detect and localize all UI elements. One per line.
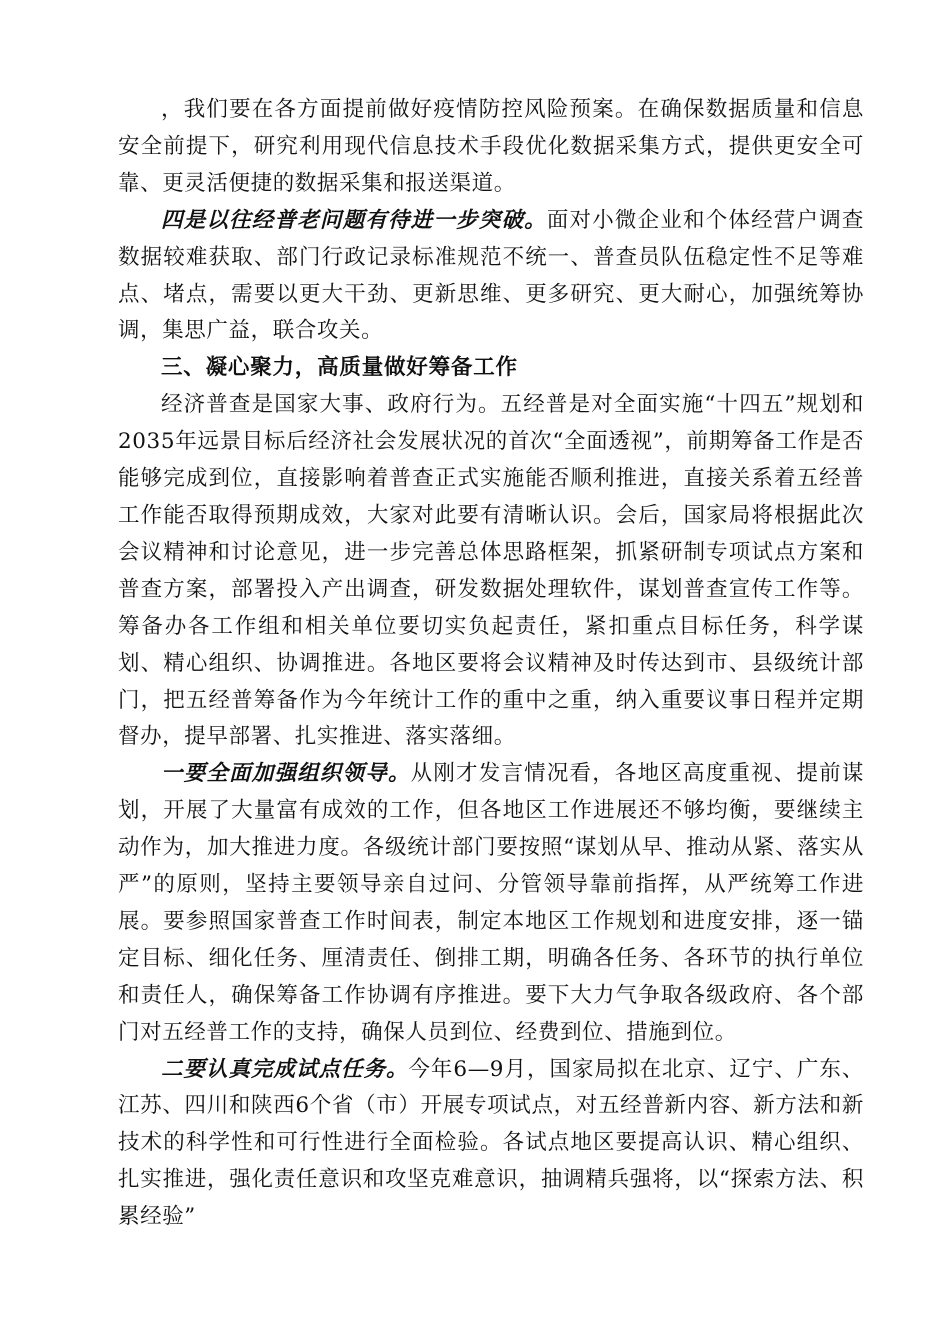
paragraph-old-problems [118, 203, 864, 351]
paragraph-organization-leadership [118, 756, 864, 1051]
paragraph-text: 从刚才发言情况看，各地区高度重视、提前谋划，开展了大量富有成效的工作，但各地区工作进展还不够均衡，要继续主动作为，加大推进力度。各级统计部门要按照“谋划从早、推动从紧、落实从严”的原则，坚持主要领导亲自过问、分管领导靠前指挥，从严统筹工作进展。要参照国家普查工作时间表，制定本地区工作规划和进度安排，逐一锚定目标、细化任务、厘清责任、倒排工期，明确各任务、各环节的执行单位和责任人，确保筹备工作协调有序推进。要下大力气争取各级政府、各个部门对五经普工作的支持，确保人员到位、经费到位、措施到位。 [118, 761, 864, 1045]
paragraph-preparation-work [118, 387, 864, 756]
paragraph-lead-heading: 一要全面加强组织领导。 [161, 761, 411, 787]
paragraph-pilot-tasks [118, 1052, 864, 1237]
section-heading: 三、凝心聚力，高质量做好筹备工作 [161, 355, 518, 381]
document-body [118, 92, 864, 1236]
paragraph-text: 今年6—9月，国家局拟在北京、辽宁、广东、江苏、四川和陕西6个省（市）开展专项试点，对五经普新内容、新方法和新技术的科学性和可行性进行全面检验。各试点地区要提高认识、精心组织、扎实推进，强化责任意识和攻坚克难意识，抽调精兵强将，以“探索方法、积累经验” [118, 1056, 864, 1230]
paragraph-text: 经济普查是国家大事、政府行为。五经普是对全面实施“十四五”规划和2035年远景目标后经济社会发展状况的首次“全面透视”，前期筹备工作是否能够完成到位，直接影响着普查正式实施能否顺利推进，直接关系着五经普工作能否取得预期成效，大家对此要有清晰认识。会后，国家局将根据此次会议精神和讨论意见，进一步完善总体思路框架，抓紧研制专项试点方案和普查方案，部署投入产出调查，研发数据处理软件，谋划普查宣传工作等。筹备办各工作组和相关单位要切实负起责任，紧扣重点目标任务，科学谋划、精心组织、协调推进。各地区要将会议精神及时传达到市、县级统计部门，把五经普筹备作为今年统计工作的重中之重，纳入重要议事日程并定期督办，提早部署、扎实推进、落实落细。 [118, 392, 864, 750]
paragraph-epidemic-prevention [118, 92, 864, 203]
paragraph-text: 面对小微企业和个体经营户调查数据较难获取、部门行政记录标准规范不统一、普查员队伍稳定性不足等难点、堵点，需要以更大干劲、更新思维、更多研究、更大耐心，加强统筹协调，集思广益，联合攻关。 [118, 207, 864, 344]
paragraph-lead-heading: 四是以往经普老问题有待进一步突破。 [161, 207, 547, 233]
paragraph-text: ，我们要在各方面提前做好疫情防控风险预案。在确保数据质量和信息安全前提下，研究利用现代信息技术手段优化数据采集方式，提供更安全可靠、更灵活便捷的数据采集和报送渠道。 [118, 97, 864, 196]
paragraph-lead-heading: 二要认真完成试点任务。 [161, 1056, 409, 1082]
